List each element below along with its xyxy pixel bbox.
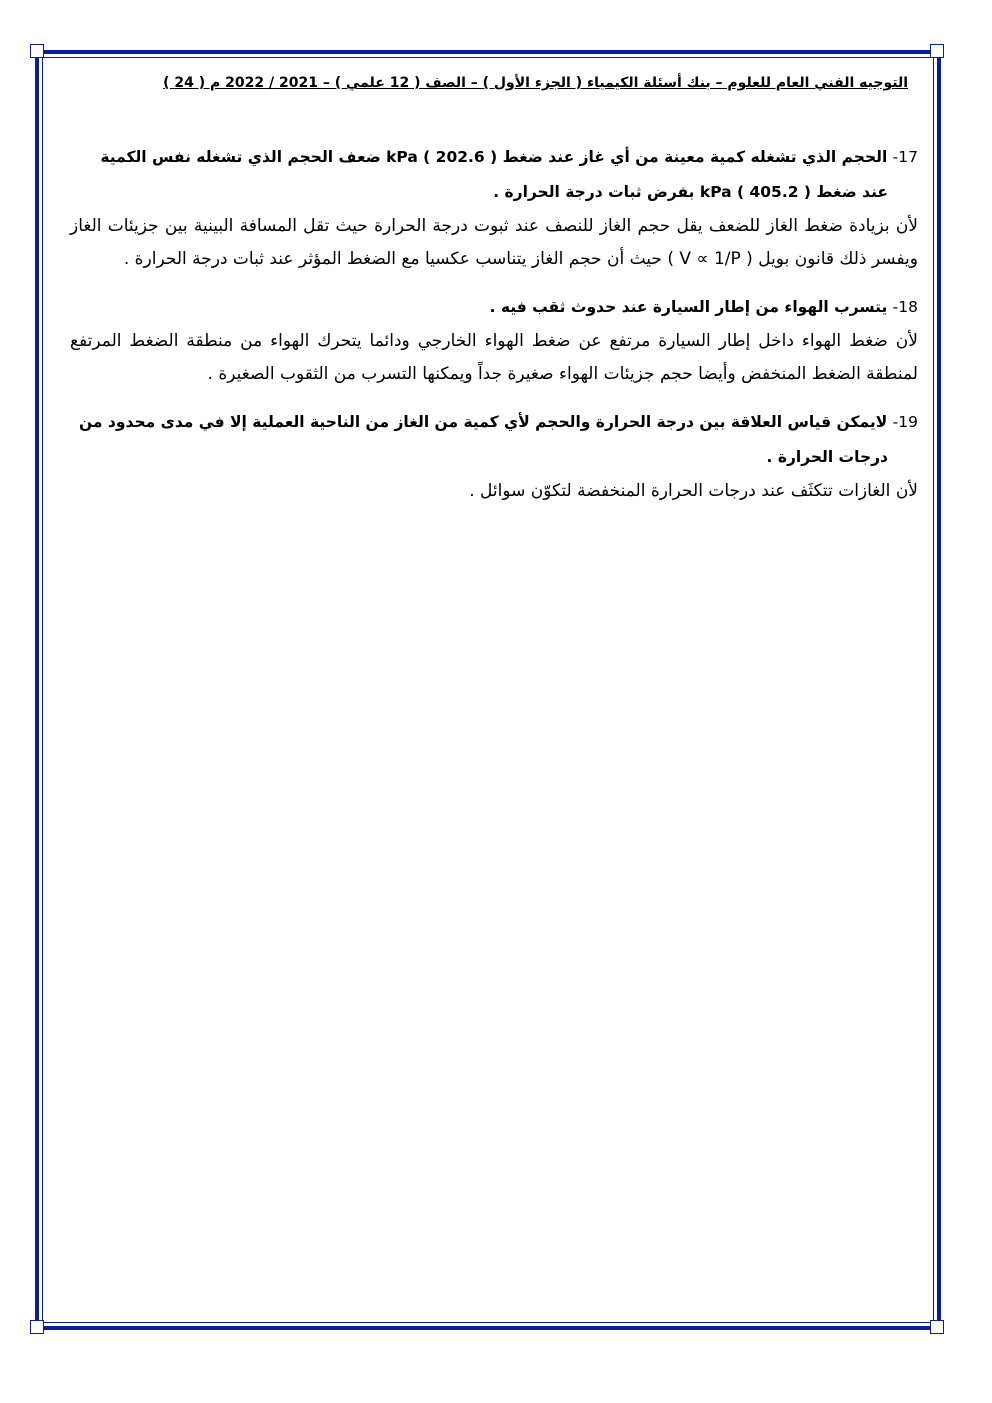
question-title-line1: يتسرب الهواء من إطار السيارة عند حدوث ثقب فيه . [489, 298, 888, 316]
question-title-line1: الحجم الذي تشغله كمية معينة من أي غاز عند ضغط kPa ( 202.6 ) ضعف الحجم الذي تشغله نفس الكمية [100, 148, 888, 166]
question-number: 17- [892, 148, 918, 166]
border-corner-ornament [930, 44, 944, 58]
answer-text: لأن الغازات تتكثَف عند درجات الحرارة المنخفضة لتكوّن سوائل . [469, 481, 918, 501]
question-title [70, 290, 918, 325]
question-number: 19- [892, 413, 918, 431]
question-block-19 [70, 405, 918, 508]
page-content [70, 68, 918, 508]
answer-text: لأن ضغط الهواء داخل إطار السيارة مرتفع عن ضغط الهواء الخارجي ودائما يتحرك الهواء من منطقة الضغط المرتفع لمنطقة الضغط المنخفض وأيضا حجم جزيئات الهواء صغيرة جداً ويمكنها التسرب من الثقوب الصغيرة . [70, 331, 918, 384]
question-block-17 [70, 140, 918, 276]
question-title [70, 140, 918, 210]
question-block-18 [70, 290, 918, 391]
question-title-line2: درجات الحرارة . [766, 448, 888, 466]
border-corner-ornament [30, 1320, 44, 1334]
question-title-line2: عند ضغط kPa ( 405.2 ) بفرض ثبات درجة الحرارة . [493, 183, 888, 201]
question-title-line1: لايمكن قياس العلاقة بين درجة الحرارة والحجم لأي كمية من الغاز من الناحية العملية إلا في مدى محدود من [78, 413, 888, 431]
border-corner-ornament [30, 44, 44, 58]
question-title [70, 405, 918, 475]
border-corner-ornament [930, 1320, 944, 1334]
page-header: التوجيه الفني العام للعلوم – بنك أسئلة الكيمياء ( الجزء الأول ) – الصف ( 12 علمي ) – 2021 / 2022 م ( 24 ) [163, 75, 908, 91]
question-number: 18- [892, 298, 918, 316]
answer-text: لأن بزيادة ضغط الغاز للضعف يقل حجم الغاز للنصف عند ثبوت درجة الحرارة حيث تقل المسافة البينية بين جزيئات الغاز ويفسر ذلك قانون بويل ( V ∝ 1/P ) حيث أن حجم الغاز يتناسب عكسيا مع الضغط المؤثر عند ثبات درجة الحرارة . [70, 216, 918, 269]
